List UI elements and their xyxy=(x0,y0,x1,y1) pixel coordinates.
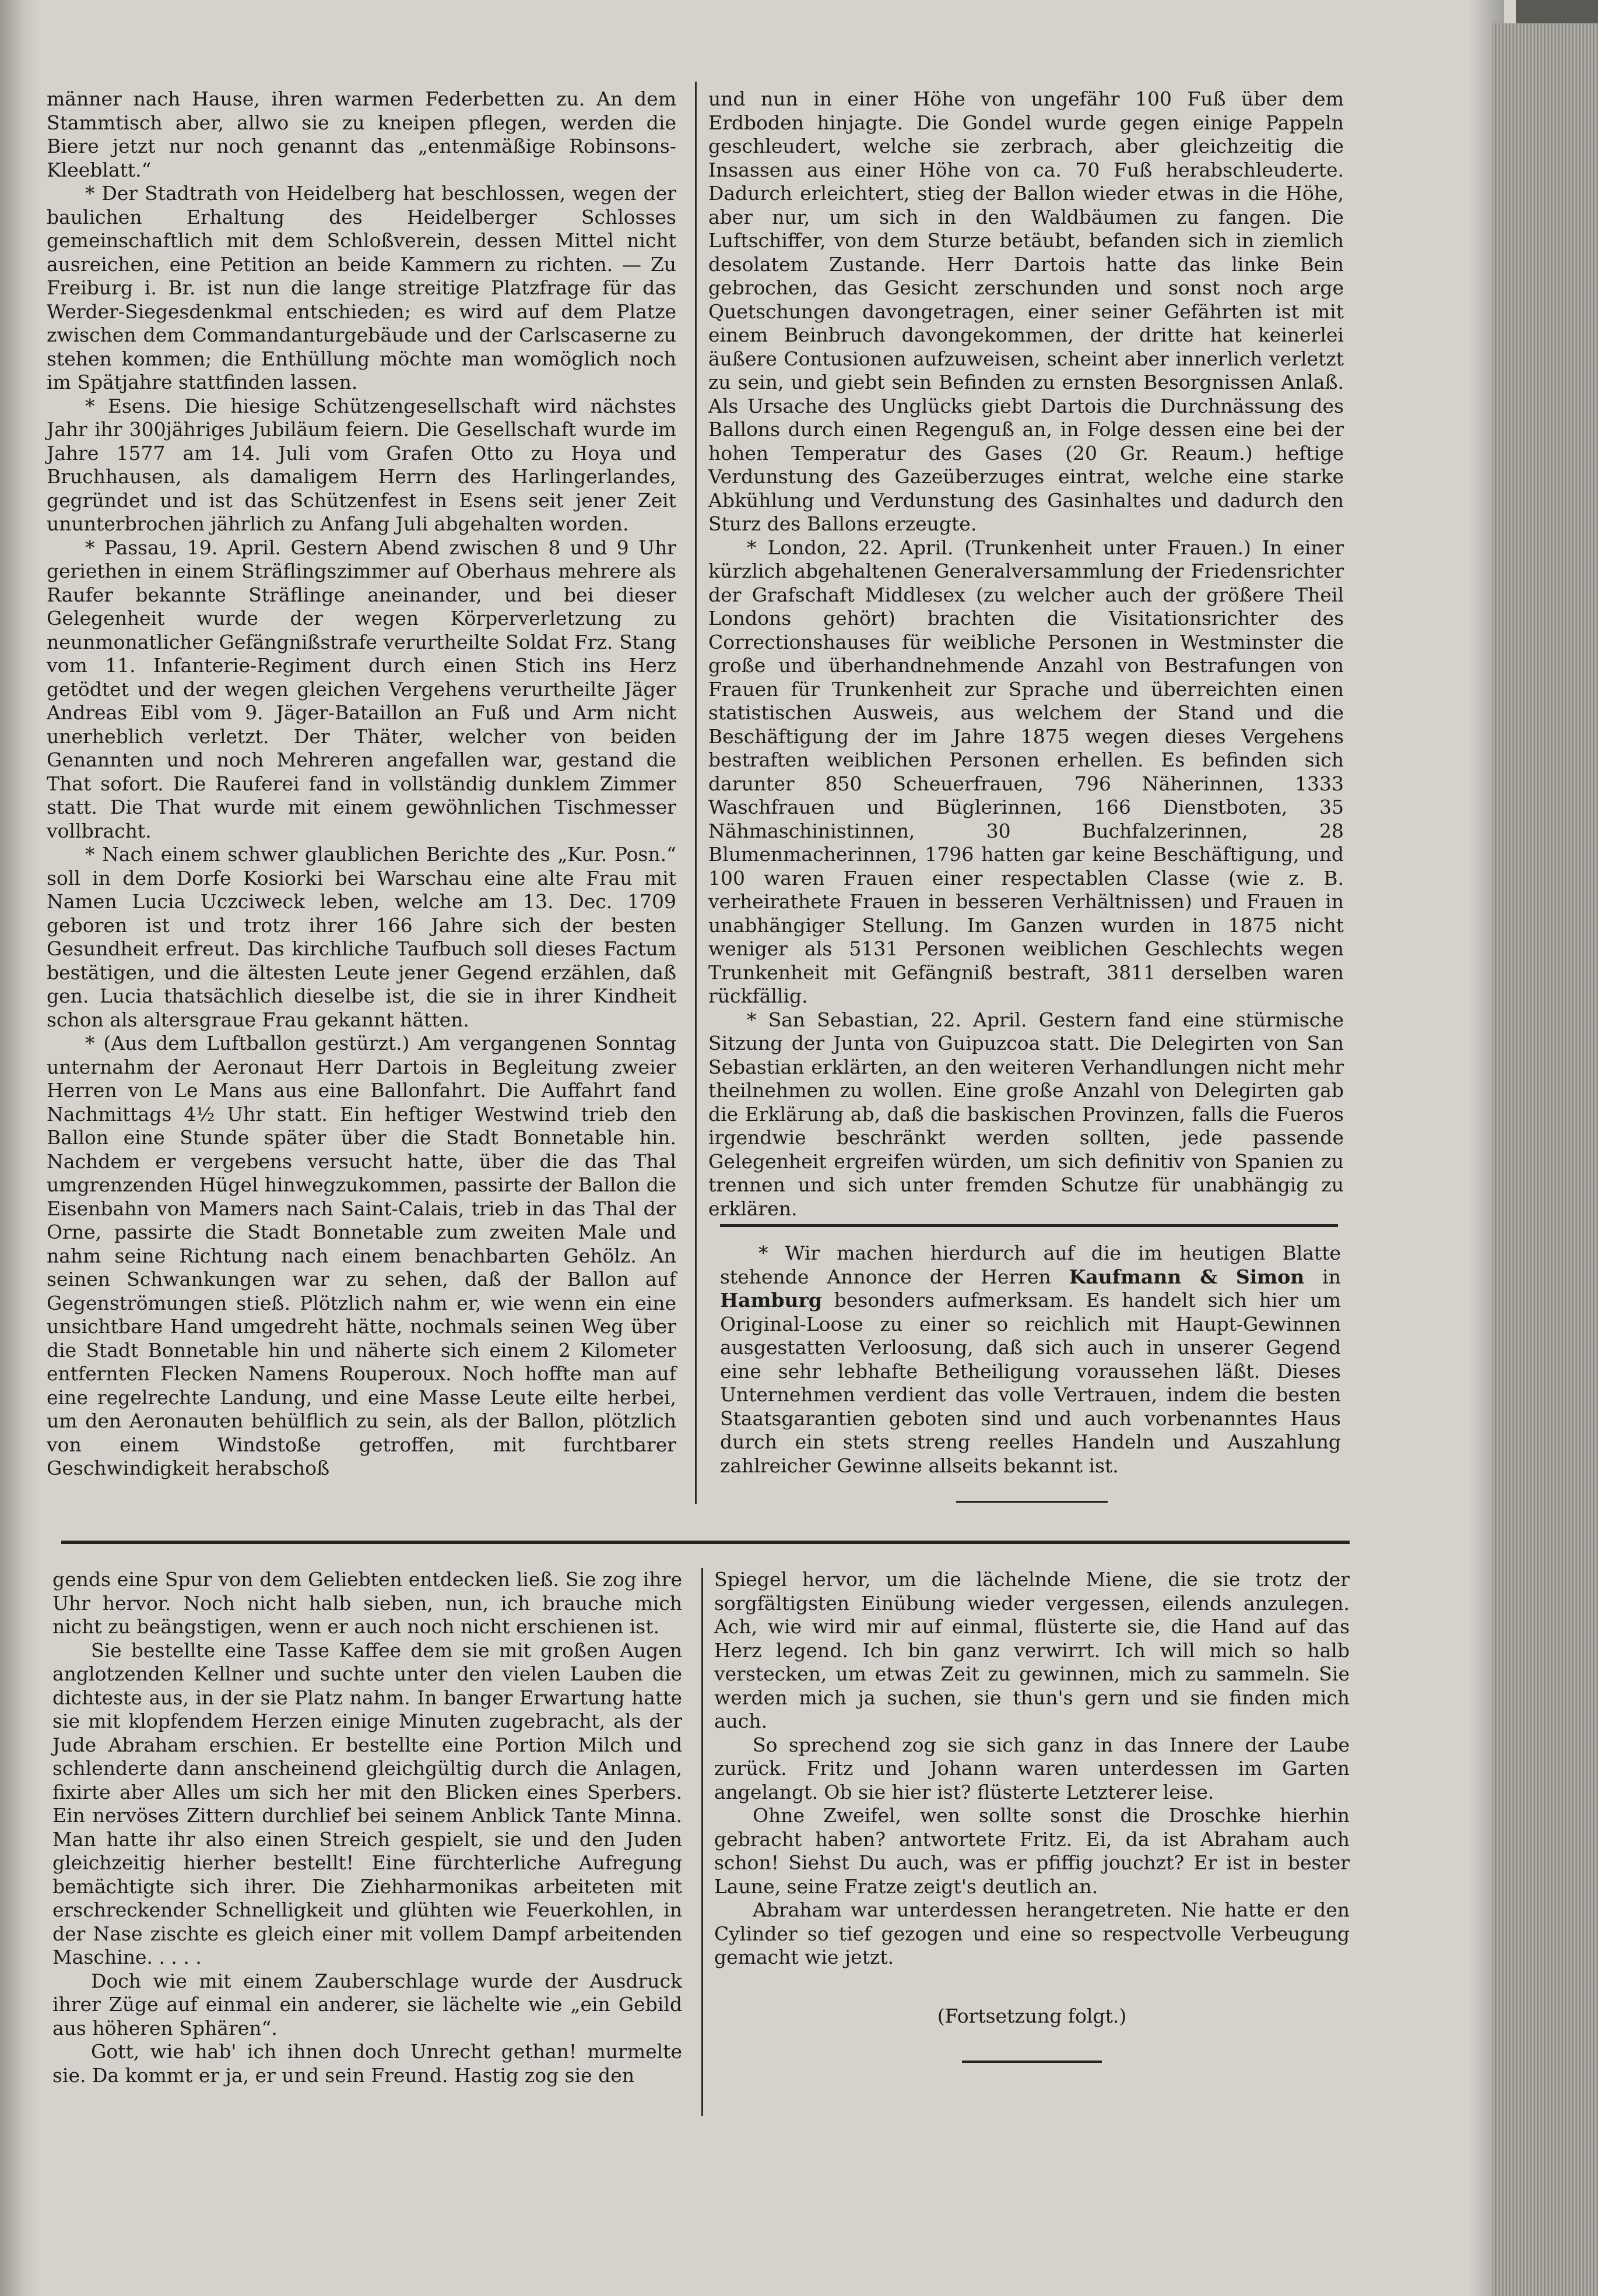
paragraph-robinson: männer nach Hause, ihren warmen Federbetten zu. An dem Stammtisch aber, allwo sie zu kneipen pflegen, werden die Biere jetzt nur noch genannt das „entenmäßige Robinsons-Kleeblatt.“ xyxy=(47,87,676,181)
feuilleton-paragraph: Abraham war unterdessen herangetreten. Nie hatte er den Cylinder so tief gezogen und eine so respectvolle Verbeugung gemacht wie jetzt. xyxy=(714,1898,1350,1968)
feuilleton-paragraph: Sie bestellte eine Tasse Kaffee dem sie mit großen Augen anglotzenden Kellner und suchte unter den vielen Lauben die dichteste aus, in der sie Platz nahm. In banger Erwartung hatte sie mit klopfendem Herzen einige Minuten zugebracht, als der Jude Abraham erschien. Er bestellte eine Portion Milch und schlenderte dann anscheinend gleichgültig durch die Anlagen, fixirte aber Alles um sich her mit den Blicken eines Sperbers. Ein nervöses Zittern durchlief bei seinem Anblick Tante Minna. Man hatte ihr also einen Streich gespielt, sie und den Juden gleichzeitig hierher bestellt! Eine fürchterliche Aufregung bemächtigte sich ihrer. Die Ziehharmonikas arbeiteten mit erschreckender Schnelligkeit und glühten wie Feuerkohlen, in der Nase zischte es gleich einer mit vollem Dampf arbeitenden Maschine. . . . . xyxy=(52,1639,682,1968)
top-left-column xyxy=(47,87,676,1481)
feuilleton-column-divider xyxy=(701,1568,703,2116)
advertisement-notice xyxy=(720,1242,1341,1478)
paragraph-luftballon-cont: und nun in einer Höhe von ungefähr 100 Fuß über dem Erdboden hinjagte. Die Gondel wurde gegen einige Pappeln geschleudert, welche sie zerbrach, aber gleichzeitig die Insassen aus einer Höhe von ca. 70 Fuß herabschleuderte. Dadurch erleichtert, stieg der Ballon wieder etwas in die Höhe, aber nur, um sich in den Waldbäumen zu fangen. Die Luftschiffer, von dem Sturze betäubt, befanden sich in ziemlich desolatem Zustande. Herr Dartois hatte das linke Bein gebrochen, das Gesicht zerschunden und sonst noch arge Quetschungen davongetragen, einer seiner Gefährten ist mit einem Beinbruch davongekommen, der dritte hat keinerlei äußere Contusionen aufzuweisen, scheint aber innerlich verletzt zu sein, und giebt sein Befinden zu ernsten Besorgnissen Anlaß. Als Ursache des Unglücks giebt Dartois die Durchnässung des Ballons durch einen Regenguß an, in Folge dessen eine bei der hohen Temperatur des Gases (20 Gr. Reaum.) heftige Verdunstung des Gazeüberzuges eintrat, welche eine starke Abkühlung und Verdunstung des Gasinhaltes und dadurch den Sturz des Ballons erzeugte. xyxy=(708,87,1344,535)
feuilleton-end-rule xyxy=(962,2061,1102,2063)
feuilleton-paragraph: Spiegel hervor, um die lächelnde Miene, die sie trotz der sorgfältigsten Einübung wieder vergessen, eilends anzulegen. Ach, wie wird mir auf einmal, flüsterte sie, die Hand auf das Herz legend. Ich bin ganz verwirrt. Ich will mich so halb verstecken, um etwas Zeit zu gewinnen, mich zu sammeln. Sie werden mich ja suchen, sie thun's gern und sie finden mich auch. xyxy=(714,1568,1350,1732)
paragraph-london: * London, 22. April. (Trunkenheit unter Frauen.) In einer kürzlich abgehaltenen Generalversammlung der Friedensrichter der Grafschaft Middlesex (zu welcher auch der größere Theil Londons gehört) brachten die Visitationsrichter des Correctionshauses für weibliche Personen in Westminster die große und überhandnehmende Anzahl von Bestrafungen von Frauen für Trunkenheit zur Sprache und überreichten einen statistischen Ausweis, aus welchem der Stand und die Beschäftigung der im Jahre 1875 wegen dieses Vergehens bestraften weiblichen Personen erhellen. Es befinden sich darunter 850 Scheuerfrauen, 796 Näherinnen, 1333 Waschfrauen und Büglerinnen, 166 Dienstboten, 35 Nähmaschinistinnen, 30 Buchfalzerinnen, 28 Blumenmacherinnen, 1796 hatten gar keine Beschäftigung, und 100 waren Frauen einer respectablen Classe (wie z. B. verheirathete Frauen in besseren Verhältnissen) und Frauen in unabhängiger Stellung. Im Ganzen wurden in 1875 nicht weniger als 5131 Personen weiblichen Geschlechts wegen Trunkenheit mit Gefängniß bestraft, 3811 derselben waren rückfällig. xyxy=(708,536,1344,1007)
advertisement-text: * Wir machen hierdurch auf die im heutigen Blatte stehende Annonce der Herren Kaufmann & Simon in Hamburg besonders aufmerksam. Es handelt sich hier um Original-Loose zu einer so reichlich mit Haupt-Gewinnen ausgestatten Verloosung, daß sich auch in unserer Gegend eine sehr lebhafte Betheiligung voraussehen läßt. Dieses Unternehmen verdient das volle Vertrauen, indem die besten Staatsgarantien geboten sind und auch vorbenanntes Haus durch ein stets streng reelles Handeln und Auszahlung zahlreicher Gewinne allseits bekannt ist. xyxy=(720,1242,1341,1477)
feuilleton-paragraph: Gott, wie hab' ich ihnen doch Unrecht gethan! murmelte sie. Da kommt er ja, er und sein Freund. Hastig zog sie den xyxy=(52,2040,682,2087)
feuilleton-separator xyxy=(61,1541,1350,1544)
paragraph-san-sebastian: * San Sebastian, 22. April. Gestern fand eine stürmische Sitzung der Junta von Guipuzcoa statt. Die Delegirten von San Sebastian erklärten, an den weiteren Verhandlungen nicht mehr theilnehmen zu wollen. Eine große Anzahl von Delegirten gab die Erklärung ab, daß die baskischen Provinzen, falls die Fueros irgendwie beschränkt werden sollten, jede passende Gelegenheit ergreifen würden, um sich definitiv von Spanien zu trennen und sich unter fremden Schutze für unabhängig zu erklären. xyxy=(708,1008,1344,1220)
feuilleton-paragraph: Doch wie mit einem Zauberschlage wurde der Ausdruck ihrer Züge auf einmal ein anderer, sie lächelte wie „ein Gebild aus höheren Sphären“. xyxy=(52,1969,682,2040)
book-spine xyxy=(0,0,41,2296)
paragraph-passau: * Passau, 19. April. Gestern Abend zwischen 8 und 9 Uhr geriethen in einem Sträflingszimmer auf Oberhaus mehrere als Raufer bekannte Sträflinge aneinander, und bei dieser Gelegenheit wurde der wegen Körperverletzung zu neunmonatlicher Gefängnißstrafe verurtheilte Soldat Frz. Stang vom 11. Infanterie-Regiment durch einen Stich ins Herz getödtet und der wegen gleichen Vergehens verurtheilte Jäger Andreas Eibl vom 9. Jäger-Bataillon an Fuß und Arm nicht unerheblich verletzt. Der Thäter, welcher von beiden Genannten und noch Mehreren angefallen war, gestand die That sofort. Die Rauferei fand in vollständig dunklem Zimmer statt. Die That wurde mit einem gewöhnlichen Tischmesser vollbracht. xyxy=(47,536,676,842)
feuilleton-paragraph: gends eine Spur von dem Geliebten entdecken ließ. Sie zog ihre Uhr hervor. Noch nicht halb sieben, nun, ich brauche mich nicht zu beängstigen, wenn er auch noch nicht erschienen ist. xyxy=(52,1568,682,1638)
book-page-edges xyxy=(1492,23,1598,2296)
paragraph-heidelberg: * Der Stadtrath von Heidelberg hat beschlossen, wegen der baulichen Erhaltung des Heidelberger Schlosses gemeinschaftlich mit dem Schloßverein, dessen Mittel nicht ausreichen, eine Petition an beide Kammern zu richten. — Zu Freiburg i. Br. ist nun die lange streitige Platzfrage für das Werder-Siegesdenkmal entschieden; es wird auf dem Platze zwischen dem Commandanturgebäude und der Carlscaserne zu stehen kommen; die Enthüllung möchte man womöglich noch im Spätjahre stattfinden lassen. xyxy=(47,182,676,393)
firm-name: Kaufmann & Simon xyxy=(1069,1265,1305,1288)
feuilleton-left-column xyxy=(52,1568,682,2087)
continuation-note: (Fortsetzung folgt.) xyxy=(937,2004,1127,2027)
firm-city: Hamburg xyxy=(720,1289,823,1312)
top-right-column xyxy=(708,87,1344,1221)
advertisement-end-rule xyxy=(956,1501,1108,1503)
feuilleton-paragraph: Ohne Zweifel, wen sollte sonst die Droschke hierhin gebracht haben? antwortete Fritz. Ei, da ist Abraham auch schon! Siehst Du auch, was er pfiffig jouchzt? Er ist in bester Laune, seine Fratze zeigt's deutlich an. xyxy=(714,1804,1350,1898)
column-divider xyxy=(695,82,697,1504)
feuilleton-paragraph: So sprechend zog sie sich ganz in das Innere der Laube zurück. Fritz und Johann waren unterdessen im Garten angelangt. Ob sie hier ist? flüsterte Letzterer leise. xyxy=(714,1733,1350,1803)
paragraph-esens: * Esens. Die hiesige Schützengesellschaft wird nächstes Jahr ihr 300jähriges Jubiläum feiern. Die Gesellschaft wurde im Jahre 1577 am 14. Juli vom Grafen Otto zu Hoya und Bruchhausen, als damaligem Herrn des Harlingerlandes, gegründet und ist das Schützenfest in Esens seit jener Zeit ununterbrochen jährlich zu Anfang Juli abgehalten worden. xyxy=(47,394,676,535)
feuilleton-right-column xyxy=(714,1568,1350,2028)
paragraph-luftballon: * (Aus dem Luftballon gestürzt.) Am vergangenen Sonntag unternahm der Aeronaut Herr Dartois in Begleitung zweier Herren von Le Mans aus eine Ballonfahrt. Die Auffahrt fand Nachmittags 4½ Uhr statt. Ein heftiger Westwind trieb den Ballon eine Stunde später über die Stadt Bonnetable hin. Nachdem er vergebens versucht hatte, über die das Thal umgrenzenden Hügel hinwegzukommen, passirte der Ballon die Eisenbahn von Mamers nach Saint-Calais, trieb in das Thal der Orne, passirte die Stadt Bonnetable zum zweiten Male und nahm seine Richtung nach einem benachbarten Gehölz. An seinen Schwankungen war zu sehen, daß der Ballon auf Gegenströmungen stieß. Plötzlich nahm er, wie wenn ein eine unsichtbare Hand umgedreht hätte, nochmals seinen Weg über die Stadt Bonnetable hin und näherte sich einem 2 Kilometer entfernten Flecken Namens Rouperoux. Noch hoffte man auf eine regelrechte Landung, und eine Masse Leute eilte herbei, um den Aeronauten behülflich zu sein, als der Ballon, plötzlich von einem Windstoße getroffen, mit furchtbarer Geschwindigkeit herabschoß xyxy=(47,1032,676,1479)
advertisement-top-rule xyxy=(720,1224,1338,1227)
paragraph-kosiorki: * Nach einem schwer glaublichen Berichte des „Kur. Posn.“ soll in dem Dorfe Kosiorki bei Warschau eine alte Frau mit Namen Lucia Uczciweck leben, welche am 13. Dec. 1709 geboren ist und trotz ihrer 166 Jahre sich der besten Gesundheit erfreut. Das kirchliche Taufbuch soll dieses Factum bestätigen, und die ältesten Leute jener Gegend erzählen, daß gen. Lucia thatsächlich dieselbe ist, die sie in ihrer Kindheit schon als altersgraue Frau gekannt hätten. xyxy=(47,843,676,1031)
